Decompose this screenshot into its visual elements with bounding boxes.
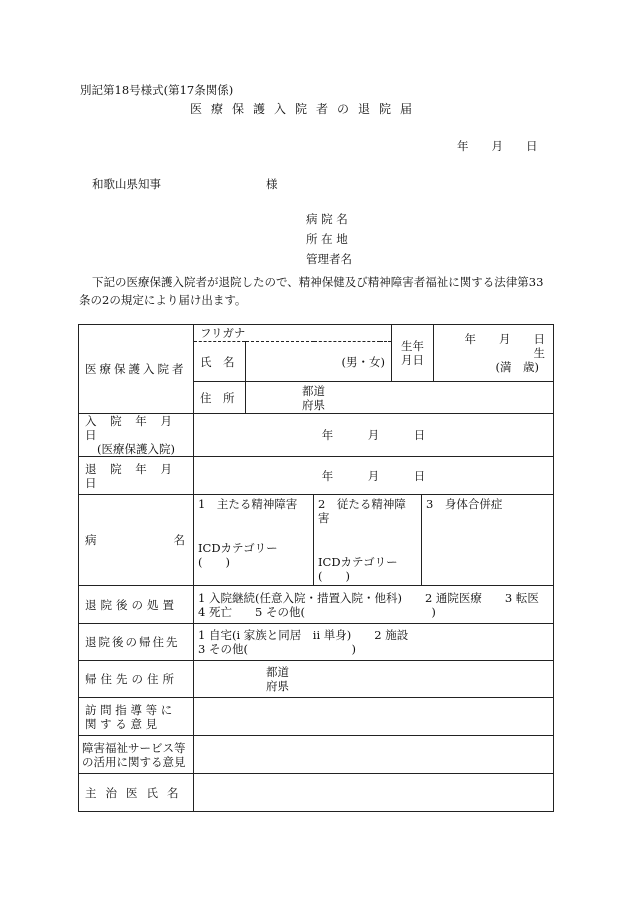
visit-opinion-label: 訪 問 指 導 等 に 関 す る 意 見	[79, 698, 194, 736]
discharge-date-field[interactable]: 年 月 日	[194, 457, 554, 495]
dob-label: 生年 月日	[392, 325, 434, 382]
address-label: 住 所	[194, 382, 246, 414]
form-number: 別記第18号様式(第17条関係)	[80, 83, 234, 97]
disease-physical-field[interactable]: 3 身体合併症	[422, 495, 554, 586]
discharge-form-table	[78, 324, 554, 812]
patient-label: 医療保護入院者	[79, 325, 194, 414]
name-label: 氏 名	[194, 342, 246, 382]
return-destination-field[interactable]: 1 自宅(i 家族と同居 ii 単身) 2 施設 3 その他( )	[194, 624, 554, 661]
dob-field[interactable]: 年 月 日生 (満 歳)	[434, 325, 554, 382]
welfare-opinion-label: 障害福祉サービス等 の活用に関する意見	[79, 736, 194, 774]
return-address-label: 帰住先の住所	[79, 661, 194, 698]
submission-date: 年 月 日	[457, 139, 538, 153]
disease-label: 病 名	[79, 495, 194, 586]
intro-line-1: 下記の医療保護入院者が退院したので、精神保健及び精神障害者福祉に関する法律第33	[92, 275, 544, 289]
visit-opinion-field[interactable]	[194, 698, 554, 736]
addressee: 和歌山県知事	[92, 177, 161, 191]
address-field[interactable]: 都道 府県	[246, 382, 554, 414]
manager-name-label: 管理者名	[306, 252, 352, 266]
doctor-name-label: 主治医氏名	[79, 774, 194, 812]
welfare-opinion-field[interactable]	[194, 736, 554, 774]
intro-line-2: 条の2の規定により届け出ます。	[79, 293, 247, 307]
post-disposition-label: 退院後の処置	[79, 586, 194, 624]
disease-main-field[interactable]: 1 主たる精神障害 ICDカテゴリー( )	[194, 495, 314, 586]
form-title: 医療保護入院者の退院届	[190, 102, 422, 116]
return-address-field[interactable]: 都道 府県	[194, 661, 554, 698]
admission-date-field[interactable]: 年 月 日	[194, 414, 554, 457]
sex-options[interactable]: (男・女)	[341, 354, 386, 369]
addressee-honorific: 様	[266, 177, 278, 191]
furigana-label: フリガナ	[194, 325, 246, 342]
return-destination-label: 退院後の帰住先	[79, 624, 194, 661]
doctor-name-field[interactable]	[194, 774, 554, 812]
discharge-date-label: 退 院 年 月 日	[79, 457, 194, 495]
name-field[interactable]	[246, 342, 392, 382]
hospital-location-label: 所 在 地	[306, 232, 348, 246]
furigana-field[interactable]	[246, 325, 392, 342]
admission-date-label: 入 院 年 月 日 (医療保護入院)	[79, 414, 194, 457]
hospital-name-label: 病 院 名	[306, 212, 348, 226]
post-disposition-field[interactable]: 1 入院継続(任意入院・措置入院・他科) 2 通院医療 3 転医 4 死亡 5 その他( )	[194, 586, 554, 624]
disease-secondary-field[interactable]: 2 従たる精神障害 ICDカテゴリー( )	[314, 495, 422, 586]
